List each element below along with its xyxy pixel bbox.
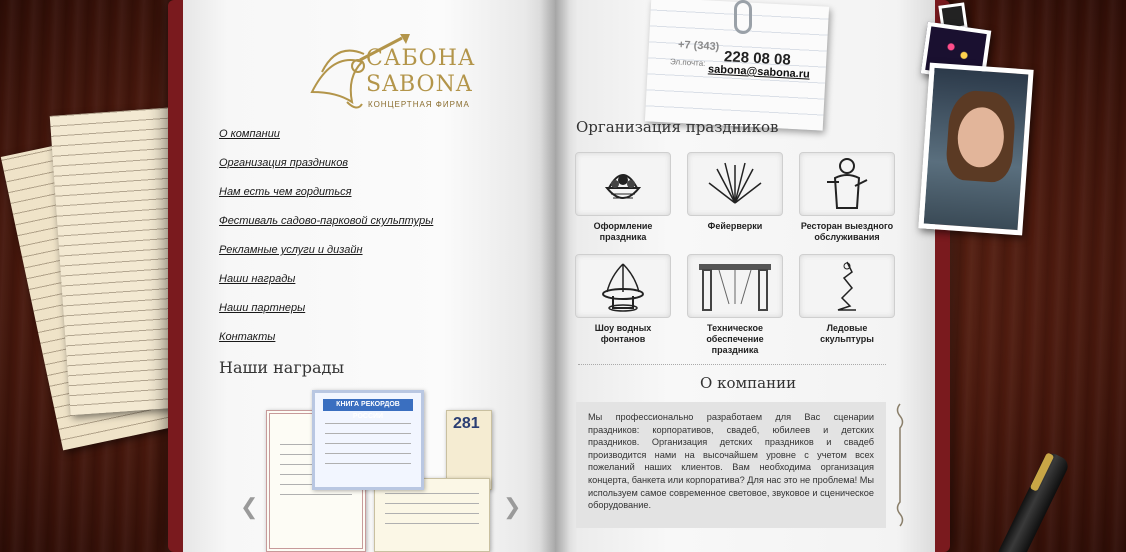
cert-text-line bbox=[385, 523, 479, 524]
cert-text-line bbox=[385, 513, 479, 514]
brand-tagline: КОНЦЕРТНАЯ ФИРМА bbox=[368, 100, 470, 109]
service-ice-sculptures[interactable] bbox=[799, 254, 895, 345]
chevron-right-icon[interactable]: ❯ bbox=[503, 494, 522, 519]
fireworks-icon bbox=[705, 159, 765, 209]
menu-item bbox=[219, 182, 433, 211]
cert-number: 281 bbox=[453, 415, 480, 432]
menu-item bbox=[219, 269, 433, 298]
cert-text-line bbox=[325, 443, 411, 444]
awards-heading: Наши награды bbox=[219, 358, 345, 377]
main-menu bbox=[219, 124, 433, 356]
cert-banner: КНИГА РЕКОРДОВ РОССИИ bbox=[323, 399, 413, 411]
phone-number: 228 08 08 bbox=[723, 48, 792, 69]
menu-item bbox=[219, 327, 433, 356]
fountain-pen-decoration bbox=[995, 450, 1071, 552]
ice-sculpture-icon bbox=[830, 258, 864, 314]
menu-link-celebrations[interactable]: Организация праздников bbox=[219, 157, 349, 169]
cert-text-line bbox=[280, 494, 352, 495]
service-catering[interactable] bbox=[799, 152, 895, 243]
menu-item bbox=[219, 153, 433, 182]
service-label: Ледовые скульптуры bbox=[820, 323, 874, 344]
service-label: Оформление праздника bbox=[593, 221, 653, 242]
menu-link-advertising[interactable]: Рекламные услуги и дизайн bbox=[219, 244, 363, 256]
chevron-left-icon[interactable]: ❮ bbox=[240, 494, 259, 519]
service-technical[interactable] bbox=[687, 254, 783, 356]
menu-link-about[interactable]: О компании bbox=[219, 128, 280, 140]
service-fountains[interactable] bbox=[575, 254, 671, 345]
singer-photo bbox=[918, 63, 1033, 236]
service-tile bbox=[575, 254, 671, 318]
menu-link-awards[interactable]: Наши награды bbox=[219, 273, 296, 285]
award-certificate-records[interactable] bbox=[312, 390, 424, 490]
service-decoration[interactable] bbox=[575, 152, 671, 243]
brand-name-en: SABONA bbox=[366, 72, 473, 97]
cert-text-line bbox=[325, 453, 411, 454]
service-tile bbox=[799, 254, 895, 318]
book-spine bbox=[540, 0, 570, 552]
menu-item bbox=[219, 211, 433, 240]
phone-prefix: +7 (343) bbox=[677, 38, 720, 54]
about-heading: О компании bbox=[700, 374, 797, 392]
cert-text-line bbox=[325, 423, 411, 424]
menu-item bbox=[219, 240, 433, 269]
brand-name-ru: САБОНА bbox=[366, 46, 476, 71]
menu-item bbox=[219, 298, 433, 327]
service-label: Техническое обеспечение праздника bbox=[706, 323, 764, 355]
email-label: Эл.почта: bbox=[669, 57, 706, 68]
menu-link-festival[interactable]: Фестиваль садово-парковой скульптуры bbox=[219, 215, 434, 227]
service-label: Ресторан выездного обслуживания bbox=[800, 221, 894, 242]
menu-link-partners[interactable]: Наши партнеры bbox=[219, 302, 306, 314]
cert-text-line bbox=[325, 433, 411, 434]
menu-link-contacts[interactable]: Контакты bbox=[219, 331, 276, 343]
section-divider bbox=[578, 364, 886, 365]
ornament-scroll-icon bbox=[893, 402, 907, 528]
cert-text-line bbox=[385, 503, 479, 504]
service-label: Шоу водных фонтанов bbox=[594, 323, 652, 344]
menu-item bbox=[219, 124, 433, 153]
email-link[interactable]: sabona@sabona.ru bbox=[707, 63, 811, 81]
services-heading: Организация праздников bbox=[576, 118, 779, 136]
menu-link-achievements[interactable]: Нам есть чем гордиться bbox=[219, 186, 352, 198]
service-tile bbox=[687, 152, 783, 216]
flower-basket-icon bbox=[597, 158, 649, 210]
service-fireworks[interactable] bbox=[687, 152, 783, 232]
fountain-icon bbox=[597, 258, 649, 314]
cert-text-line bbox=[325, 463, 411, 464]
cert-text-line bbox=[385, 493, 479, 494]
service-tile bbox=[687, 254, 783, 318]
stage-equipment-icon bbox=[695, 260, 775, 312]
waiter-icon bbox=[825, 156, 869, 212]
paper-clip-icon bbox=[734, 0, 752, 34]
service-label: Фейерверки bbox=[707, 221, 763, 231]
service-tile bbox=[575, 152, 671, 216]
service-tile bbox=[799, 152, 895, 216]
about-text: Мы профессионально разработаем для Вас сценарии праздников: корпоративов, свадеб, юбилеев и детских праздников. Организация детских праздников и свадеб производится нами на высочайшем уровне с учетом всех пожеланий наших клиентов. Вам необходима организация концерта, банкета или корпоратива? Для нас это не проблема! Мы используем самое современное световое, звуковое и сценическое оборудование. bbox=[576, 402, 886, 528]
